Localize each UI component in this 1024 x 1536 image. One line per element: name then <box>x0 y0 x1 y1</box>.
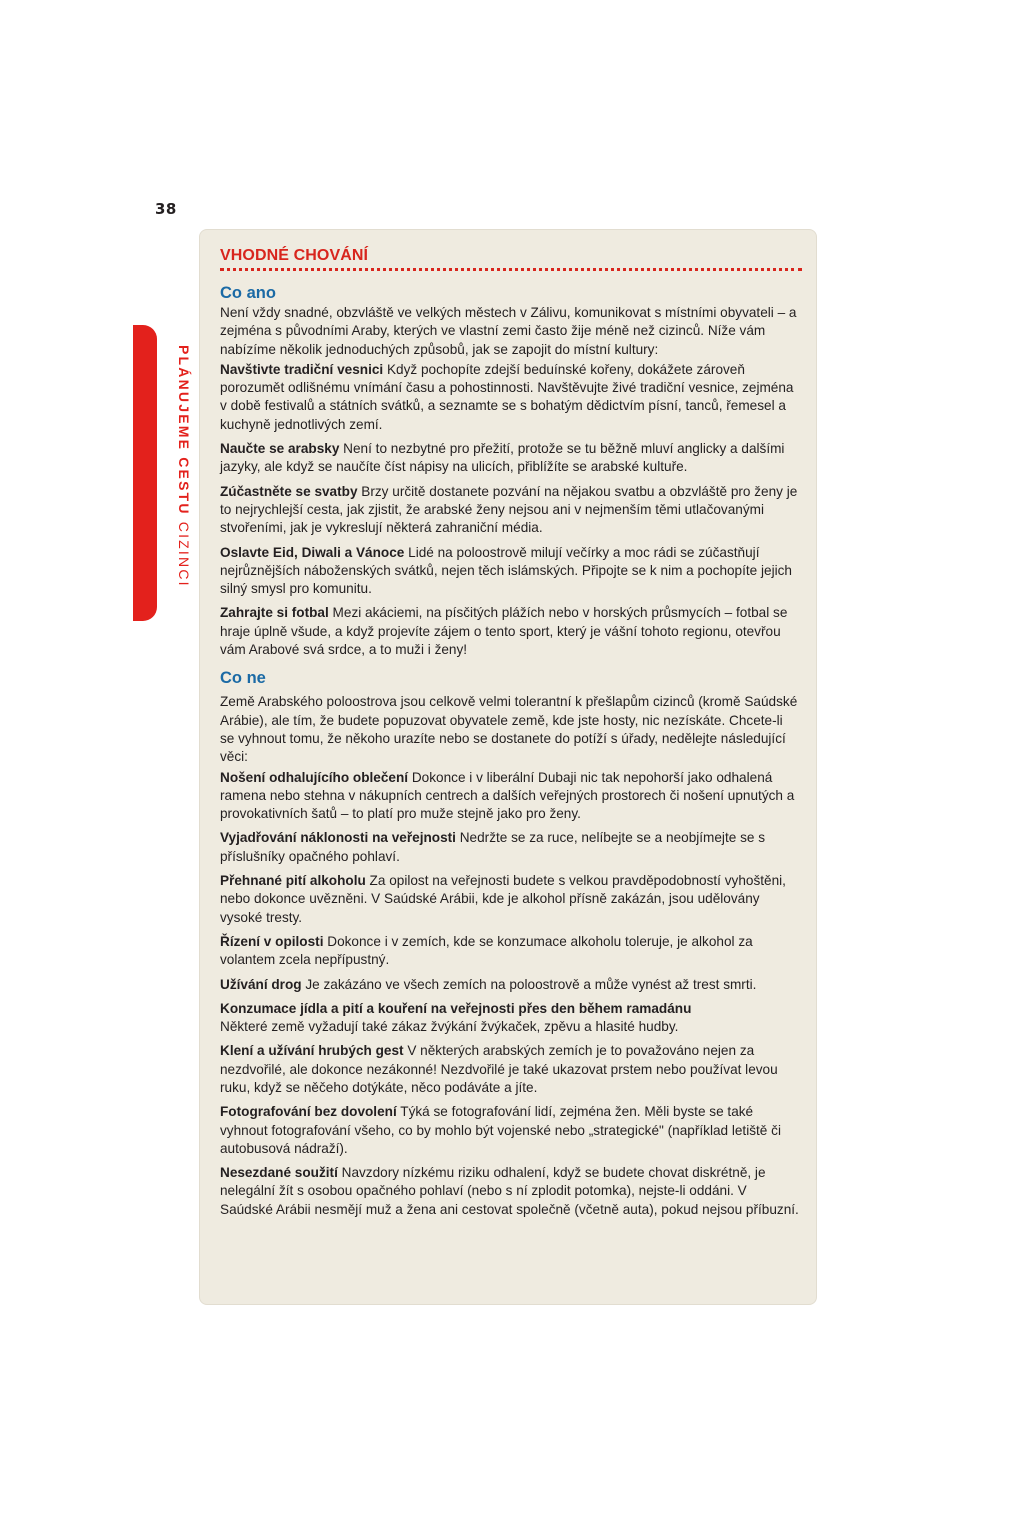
dont-heading: Co ne <box>220 669 266 688</box>
dont-item-term: Přehnané pití alkoholu <box>220 873 366 889</box>
dont-item <box>220 1103 800 1158</box>
dont-item-text: V některých arabských zemích je to považováno nejen za nezdvořilé, ale dokonce nezákonné! Nezdvořilé je také ukazovat prstem nebo používat levou ruku, když se něčeho dotýkáte, něco podáváte a jíte. <box>220 1043 778 1095</box>
do-item-text: Když pochopíte zdejší beduínské kořeny, dokážete zároveň porozumět odlišnému vnímání času a pohostinnosti. Navštěvujte živé tradiční vesnice, zejména v době festivalů a státních svátků, a seznamte se s bohatým dědictvím písní, tanců, řemesel a kuchyně jednotlivých zemí. <box>220 361 794 432</box>
dont-item-text: Za opilost na veřejnosti budete s velkou pravděpodobností vyhoštěni, nebo dokonce uvězněni. V Saúdské Arábii, kde je alkohol přísně zakázán, jsou udělovány vysoké tresty. <box>220 873 786 925</box>
dont-item-term: Nošení odhalujícího oblečení <box>220 769 409 785</box>
dont-item <box>220 933 800 970</box>
do-item-term: Navštivte tradiční vesnici <box>220 361 384 377</box>
dont-item-term: Fotografování bez dovolení <box>220 1104 397 1120</box>
do-item-term: Zahrajte si fotbal <box>220 605 329 621</box>
do-item-text: Není to nezbytné pro přežití, protože se tu běžně mluví anglicky a dalšími jazyky, ale když se naučíte číst nápisy na ulicích, přiblížíte se arabské kultuře. <box>220 441 785 475</box>
do-intro: Není vždy snadné, obzvláště ve velkých městech v Zálivu, komunikovat s místními obyvateli – a zejména s původními Araby, kterých ve vlastní zemi často žije méně než cizinců. Níže vám nabízíme několik jednoduchých způsobů, jak se zapojit do místní kultury: <box>220 305 797 357</box>
dont-item-term: Klení a užívání hrubých gest <box>220 1043 404 1059</box>
dont-item <box>220 1042 800 1097</box>
page-number: 38 <box>155 200 177 218</box>
do-item <box>220 483 800 538</box>
do-item <box>220 361 800 434</box>
chapter-title: PLÁNUJEME CESTU <box>176 345 192 516</box>
do-item-text: Brzy určitě dostanete pozvání na nějakou svatbu a obzvláště pro ženy je to nejrychlejší cesta, jak zjistit, že arabské ženy nejsou ani v nejmenším těmi utlačovanými stvořeními, jak je vykreslují některá zahraniční média. <box>220 483 798 536</box>
do-item <box>220 544 800 599</box>
box-content <box>220 282 800 1225</box>
dont-item-text: Dokonce i v zemích, kde se konzumace alkoholu toleruje, je alkohol za volantem zcela nepřípustný. <box>220 933 753 968</box>
dont-item-term: Konzumace jídla a pití a kouření na veřejnosti přes den během ramadánu <box>220 1000 692 1016</box>
do-list <box>220 361 800 659</box>
dotted-divider <box>220 268 802 271</box>
do-item-term: Zúčastněte se svatby <box>220 483 358 499</box>
dont-list <box>220 769 800 1220</box>
dont-item-term: Řízení v opilosti <box>220 933 324 949</box>
do-item <box>220 440 800 477</box>
chapter-section: CIZINCI <box>176 521 192 588</box>
dont-item-text: Navzdory nízkému riziku odhalení, když se budete chovat diskrétně, je nelegální žít s osobou opačného pohlaví (nebo s ní zplodit potomka), nejste-li oddáni. V Saúdské Arábii nesmějí muž a žena ani cestovat společně (včetně auta), pokud nejsou příbuzní. <box>220 1165 799 1217</box>
dont-item <box>220 769 800 824</box>
do-item-text: Lidé na poloostrově milují večírky a moc rádi se zúčastňují nejrůznějších náboženských svátků, nejen těch islámských. Připojte se k nim a pochopíte jejich silný smysl pro komunitu. <box>220 544 792 597</box>
dont-item-text: Je zakázáno ve všech zemích na poloostrově a může vynést až trest smrti. <box>301 976 757 992</box>
dont-item <box>220 829 800 866</box>
do-item <box>220 604 800 659</box>
dont-item-text: Týká se fotografování lidí, zejména žen. Měli byste se také vyhnout fotografování všeho, co by mohlo být vojenské nebo „strategické" (například letiště či autobusová nádraží). <box>220 1104 781 1156</box>
dont-item <box>220 1164 800 1219</box>
dont-item-text: Dokonce i v liberální Dubaji nic tak nepohorší jako odhalená ramena nebo stehna v nákupních centrech a dalších veřejných prostorech či nošení upnutých a provokativních šatů – to platí pro muže stejně jako pro ženy. <box>220 769 795 822</box>
do-item-term: Naučte se arabsky <box>220 441 340 457</box>
dont-item-text: Nedržte se za ruce, nelíbejte se a neobjímejte se s příslušníky opačného pohlaví. <box>220 830 765 864</box>
do-heading: Co ano <box>220 284 276 302</box>
box-title: VHODNÉ CHOVÁNÍ <box>220 247 369 264</box>
dont-item-term: Vyjadřování náklonosti na veřejnosti <box>220 830 456 846</box>
dont-item-text: Některé země vyžadují také zákaz žvýkání žvýkaček, zpěvu a hlasité hudby. <box>220 1019 679 1035</box>
dont-item-term: Užívání drog <box>220 976 302 992</box>
do-item-term: Oslavte Eid, Diwali a Vánoce <box>220 544 405 560</box>
do-item-text: Mezi akáciemi, na písčitých plážích nebo v horských průsmycích – fotbal se hraje úplně všude, a když projevíte zájem o tento sport, který je vášní tohoto regionu, otevřou vám Arabové svá srdce, a to muži i ženy! <box>220 605 788 658</box>
chapter-side-tab <box>133 325 157 621</box>
chapter-side-label <box>176 345 192 588</box>
dont-item <box>220 1000 800 1037</box>
dont-item <box>220 976 800 994</box>
dont-intro: Země Arabského poloostrova jsou celkově velmi tolerantní k přešlapům cizinců (kromě Saúdské Arábie), ale tím, že budete popuzovat obyvatele země, kde jste hosty, nic nezískáte. Chcete-li se vyhnout tomu, že někoho urazíte nebo se dostanete do potíží s úřady, nedělejte následující věci: <box>220 694 798 765</box>
dont-item-term: Nesezdané soužití <box>220 1165 338 1181</box>
dont-item <box>220 872 800 927</box>
